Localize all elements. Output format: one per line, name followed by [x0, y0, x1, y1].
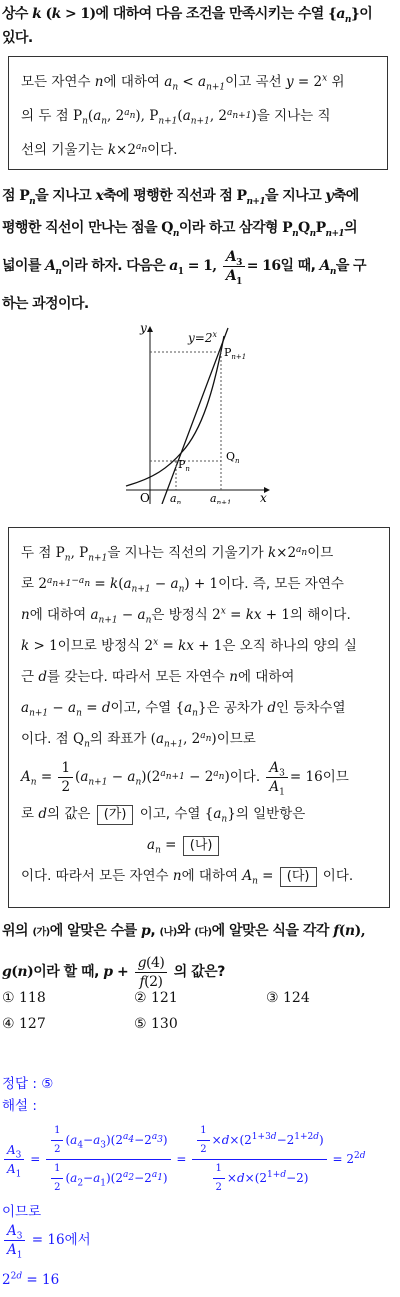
explanation-label: 해설 :: [2, 1098, 37, 1114]
answer-label: 정답 : ⑤: [2, 1076, 54, 1092]
x-axis-label: x: [260, 491, 267, 504]
point-qn-label: $Q_n$: [226, 450, 240, 465]
blank-ga: (가): [97, 805, 134, 825]
blank-na: (나): [183, 836, 220, 856]
problem-description: 점 $P_n$을 지나고 x축에 평행한 직선과 점 $P_{n+1}$을 지나고 y축에 평행한 직선이 만나는 점을 $Q_n$이라 하고 삼각형 $P_nQ_nP_{n+1}$의 넓이를 $A_n$이라 하자. 다음은 $a_1 = 1$, $\frac{A_3}{A_1}$ = 16일 때, $A_n$을 구 하는 과정이다.: [2, 188, 366, 312]
problem-intro: 상수 k (k > 1)에 대하여 다음 조건을 만족시키는 수열 $\{a_n\}$이 있다.: [2, 6, 373, 46]
an-label: $a_n$: [170, 492, 182, 504]
an1-label: $a_{n+1}$: [210, 492, 232, 504]
choice-5[interactable]: ⑤ 130: [134, 1016, 178, 1032]
choice-2[interactable]: ② 121: [134, 990, 178, 1006]
choice-3[interactable]: ③ 124: [266, 990, 310, 1006]
explanation-equation: $\frac{A_3}{A_1}$ = $\frac{1}{2}$ $(a_4-a_3)(2^{a_4}-2^{a_3})$ $\frac{1}{2}$ $(a_2-a_1)(2^{a_2}-2^{a_1})$ = $\frac{1}{2}$ $\times d\times(2^{1+3d}-2^{1+2d})$ $\frac{1}{2}$ $\times d\times(2^{1+d}-2)$ = $2^{2d}$: [2, 1122, 366, 1197]
power-equation: $2^{2d} = 16$: [2, 1271, 60, 1288]
point-pn-label: $P_n$: [178, 458, 190, 473]
ratio-equation: $\frac{A_3}{A_1}$ = 16에서: [2, 1222, 91, 1259]
exponential-graph: [124, 318, 276, 504]
blank-da: (다): [280, 867, 317, 887]
point-pn1-label: $P_{n+1}$: [224, 346, 247, 361]
y-axis-label: y: [140, 321, 147, 335]
choice-4[interactable]: ④ 127: [2, 1016, 46, 1032]
curve-label: $y=2^x$: [188, 330, 217, 345]
solution-process-box: 두 점 $P_n$, $P_{n+1}$을 지나는 직선의 기울기가 $k\times 2^{a_n}$이므 로 $2^{a_{n+1}-a_n} = k(a_{n+1} - a_n) + 1$이다. 즉, 모든 자연수 n에 대하여 $a_{n+1} - a_n$은 방정식 $2^x$ = kx + 1의 해이다. k > 1이므로 방정식 $2^x$ = kx + 1은 오직 하나의 양의 실 근 d를 갖는다. 따라서 모든 자연수 n에 대하여 $a_{n+1} - a_n = d$이고, 수열 $\{a_n\}$은 공차가 d인 등차수열 이다. 점 $Q_n$의 좌표가 ($a_{n+1}$, $2^{a_n}$)이므로 $A_n$ = $\frac{1}{2}$ $(a_{n+1} - a_n)(2^{a_{n+1}} - 2^{a_n})$이다. $\frac{A_3}{A_1}$ = 16이므 로 d의 값은 (가) 이고, 수열 $\{a_n\}$의 일반항은 $a_n$ = (나) 이다. 따라서 모든 자연수 n에 대하여 $A_n$ = (다) 이다.: [8, 527, 390, 908]
secant-line: [162, 328, 228, 504]
therefore-text: 이므로: [2, 1204, 42, 1220]
origin-label: O: [140, 491, 150, 504]
exponential-curve: [126, 336, 224, 486]
choice-1[interactable]: ① 118: [2, 990, 46, 1006]
question-text: 위의 (가)에 알맞은 수를 p, (나)와 (다)에 알맞은 식을 각각 f(n), g(n)이라 할 때, p + $\frac{g(4)}{f(2)}$ 의 값은?: [2, 923, 366, 990]
condition-box: 모든 자연수 n에 대하여 $a_n < a_{n+1}$이고 곡선 $y = 2^x$ 위 의 두 점 $P_n(a_n$, $2^{a_n}$), $P_{n+1}(a_{n+1}$, $2^{a_{n+1}}$)을 지나는 직 선의 기울기는 $k\times 2^{a_n}$이다.: [8, 56, 388, 170]
y-axis-arrow: [147, 326, 153, 332]
